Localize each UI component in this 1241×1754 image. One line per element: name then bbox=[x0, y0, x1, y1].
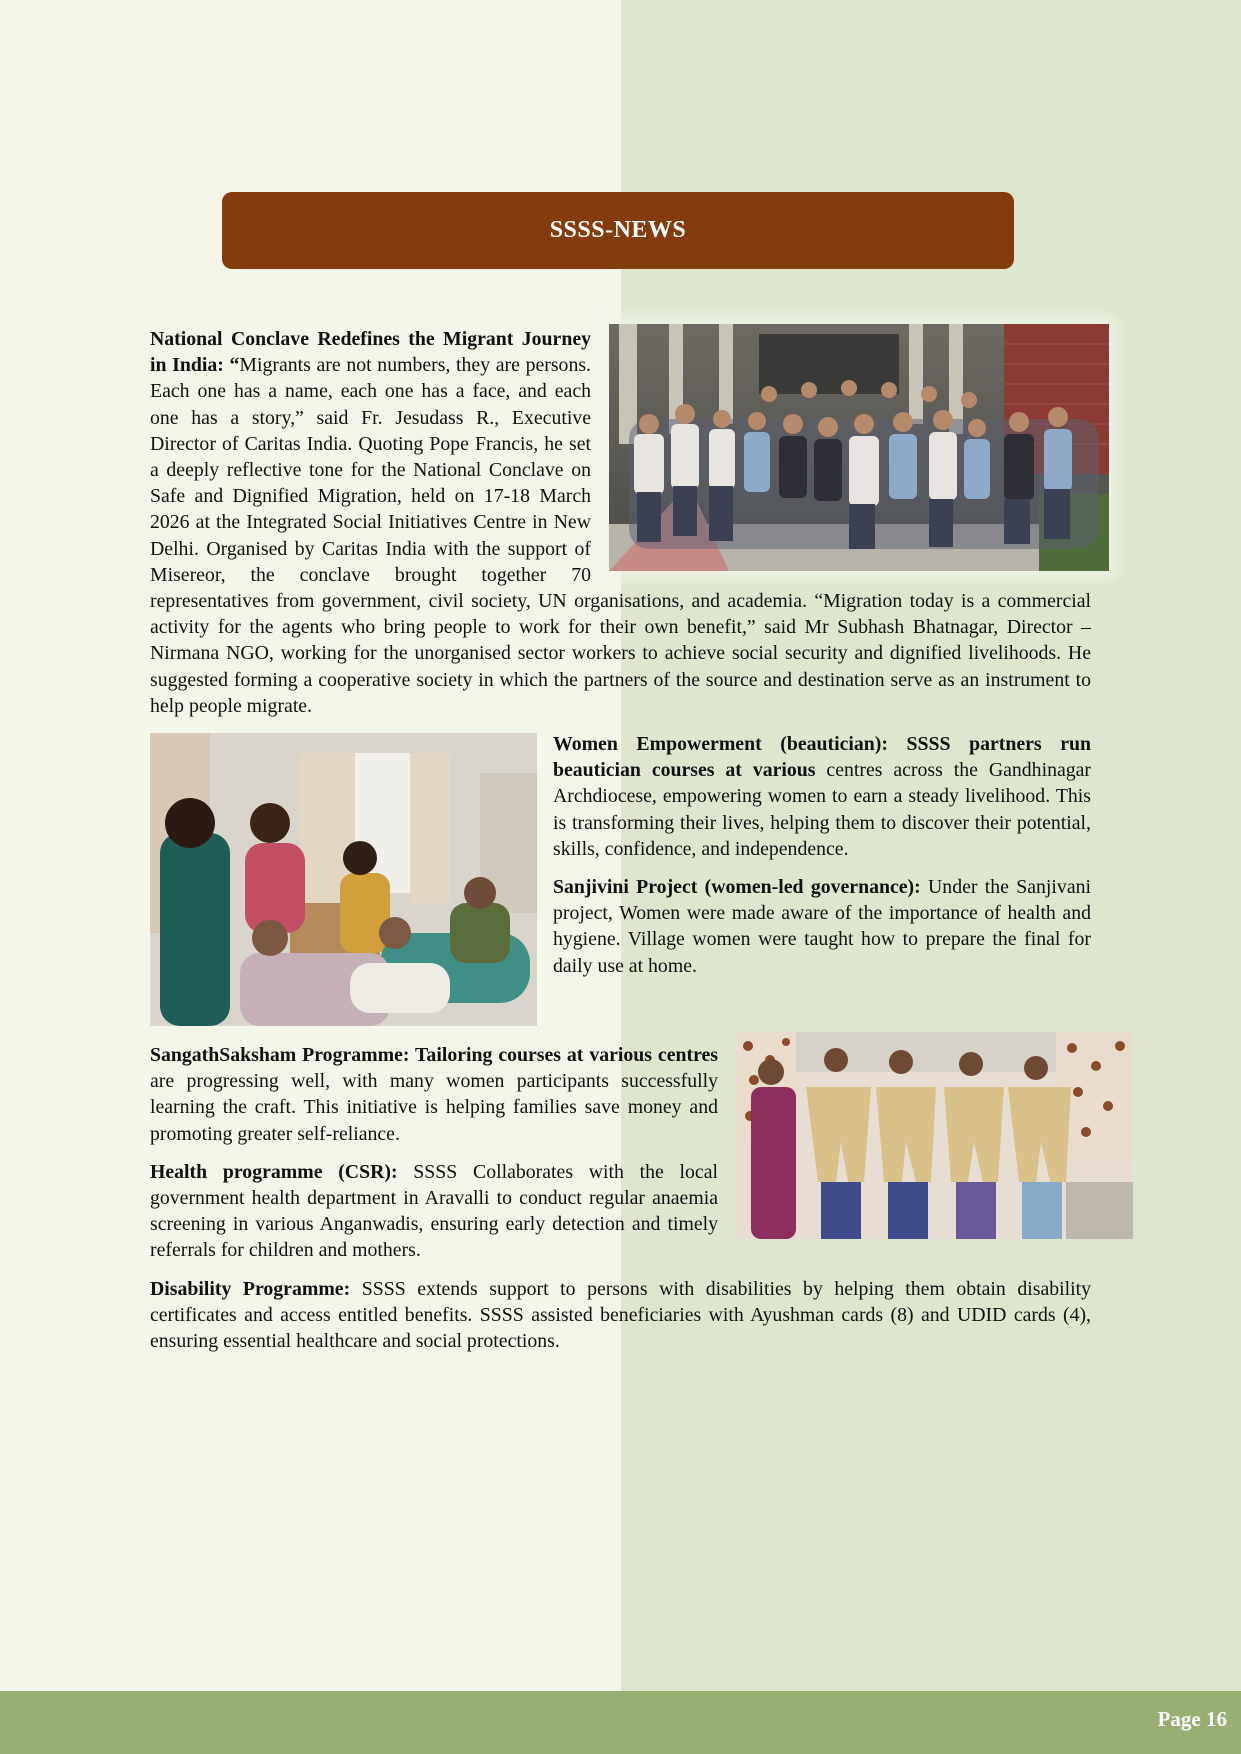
article-women-empowerment-heading: Women Empowerment (beautician): SSSS partners run beautician courses at various bbox=[553, 733, 1091, 782]
news-content bbox=[150, 326, 1091, 1366]
article-disability bbox=[150, 1276, 1091, 1355]
article-disability-body: SSSS extends support to persons with disabilities by helping them obtain disability certificates and access entitled benefits. SSSS assisted beneficiaries with Ayushman cards (8) and UDID cards (4), ensuring essential healthcare and social protections. bbox=[150, 1277, 1092, 1353]
section-banner bbox=[222, 192, 1014, 269]
tailoring-course-photo bbox=[736, 1032, 1133, 1239]
page-footer bbox=[0, 1691, 1241, 1754]
article-conclave-heading: National Conclave Redefines the Migrant Journey in India: “ bbox=[150, 328, 591, 377]
article-disability-heading: Disability Programme: bbox=[150, 1277, 351, 1300]
article-health-heading: Health programme (CSR): bbox=[150, 1160, 414, 1183]
article-health-body: SSSS Collaborates with the local government health department in Aravalli to conduct regular anaemia screening in various Anganwadis, ensuring early detection and timely referrals for children and mothers. bbox=[150, 1160, 718, 1262]
article-women-empowerment-body: centres across the Gandhinagar Archdiocese, empowering women to earn a steady livelihood. This is transforming their lives, helping them to discover their potential, skills, confidence, and independence. bbox=[553, 759, 1091, 860]
conclave-group-photo bbox=[609, 324, 1109, 571]
article-conclave-body: Migrants are not numbers, they are persons. Each one has a name, each one has a face, and each one has a story,” said Fr. Jesudass R., Executive Director of Caritas India. Quoting Pope Francis, he set a deeply reflective tone for the National Conclave on Safe and Dignified Migration, held on 17-18 March 2026 at the Integrated Social Initiatives Centre in New Delhi. Organised by Caritas India with the support of Misereor, the conclave brought together 70 representatives from government, civil society, UN organisations, and academia. “Migration today is a commercial activity for the agents who bring people to work for their own benefit,” said Mr Subhash Bhatnagar, Director – Nirmana NGO, working for the unorganised sector workers to achieve social security and dignified livelihoods. He suggested forming a cooperative society in which the partners of the source and destination serve as an instrument to help people migrate. bbox=[150, 354, 1091, 717]
article-sangath-heading: SangathSaksham Programme: Tailoring courses at various centres bbox=[150, 1044, 718, 1067]
beautician-course-photo bbox=[150, 733, 537, 1026]
article-sanjivini-body: Under the Sanjivani project, Women were made aware of the importance of health and hygiene. Village women were taught how to prepare the final for daily use at home. bbox=[553, 876, 1091, 977]
article-sangath-body: are progressing well, with many women participants successfully learning the craft. This initiative is helping families save money and promoting greater self-reliance. bbox=[150, 1070, 718, 1145]
section-title: SSSS-NEWS bbox=[549, 217, 687, 243]
page-number: Page 16 bbox=[1157, 1707, 1227, 1731]
article-sanjivini-heading: Sanjivini Project (women-led governance): bbox=[553, 876, 921, 899]
